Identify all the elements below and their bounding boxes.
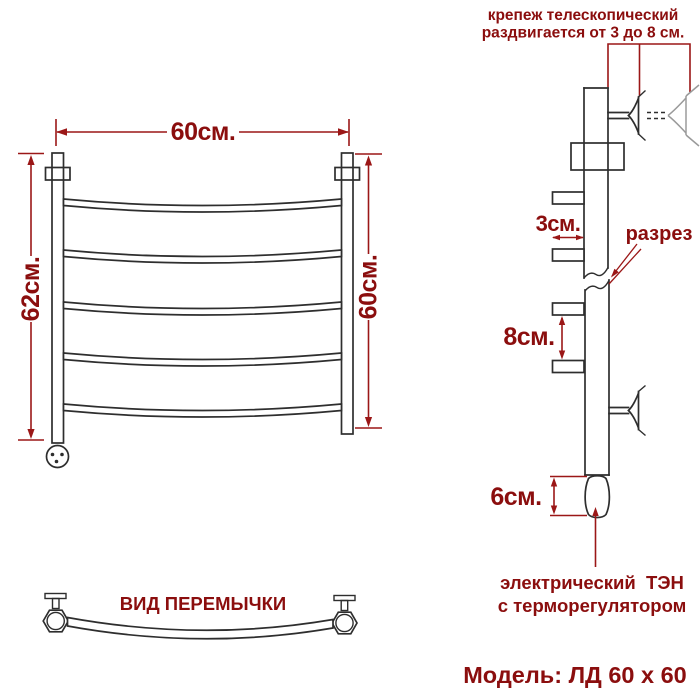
pin-dot [60,453,64,457]
rung-depth-label: 3см. [535,211,581,236]
bottom-wall-bracket [609,386,646,436]
crossbar-view [43,593,357,639]
bracket-bell-lower [629,411,639,429]
crossbar-5 [64,404,342,417]
crossbar-view-title: ВИД ПЕРЕМЫЧКИ [119,593,287,614]
rung-2 [553,249,585,261]
range-outline [608,44,690,92]
tube-lower [585,280,609,475]
telescopic-note-line2: раздвигается от 3 до 8 см. [481,24,685,42]
ghost-bell-upper [668,98,686,116]
rung-spacing-label: 8см. [503,323,555,351]
crossbar-4 [64,353,342,366]
crossbar-3 [64,302,342,315]
tube-upper [584,88,608,278]
bracket-bell-upper [629,98,639,116]
heater-element [585,476,609,518]
heater-note-line2: с терморегулятором [497,595,687,616]
arrowhead-up [551,478,557,487]
width-dimension-label: 60см. [170,118,236,146]
right-fitting [332,596,357,634]
arrowhead-up [27,155,34,165]
section-break-edge-upper [584,268,608,279]
arrowhead-down [365,417,372,427]
mount-collar [571,143,624,170]
ghost-bell-lower [668,116,686,134]
telescopic-range-lines [608,44,690,96]
bracket-flare [639,386,646,392]
arrowhead-up [365,156,372,166]
bracket-flare [639,430,646,436]
pin-dot [51,453,55,457]
front-view [17,118,383,468]
rung-3 [553,303,585,315]
fitting-cap [334,596,355,601]
arrowhead-down [559,351,565,360]
arrowhead-up [559,316,565,325]
ghost-flare [686,135,699,146]
bracket-flare [639,134,646,141]
arrowhead-down [551,506,557,515]
section-break-edge-lower [585,281,609,292]
power-cover-circle [47,446,69,468]
left-height-dimension [17,154,45,441]
rung-spacing-dimension [503,316,565,360]
rung-1 [553,192,585,204]
ghost-flare [686,85,699,96]
bracket-bell-upper [629,393,639,411]
heater-note [498,507,687,616]
fitting-cap [45,594,66,599]
left-height-label: 62см. [17,256,45,322]
right-height-label: 60см. [354,254,383,320]
telescopic-note [482,7,685,42]
model-label: Модель: ЛД 60 х 60 [463,662,687,688]
leader-line [609,249,641,284]
heater-height-dimension [490,477,587,516]
crossbar-band [68,618,334,639]
left-fitting [43,594,68,632]
width-dimension [56,118,349,146]
crossbar-2 [64,250,342,263]
heater-note-line1: электрический ТЭН [500,572,684,593]
arrowhead-down [27,429,34,439]
arrowhead-right [338,128,349,136]
side-view [482,7,699,616]
right-height-dimension [355,154,383,428]
section-label: разрез [625,223,693,245]
rung-4 [553,361,585,373]
bracket-bell-lower [629,116,639,134]
section-callout [609,223,692,284]
leader-arrowhead [611,269,619,278]
top-wall-bracket [608,91,666,141]
pin-dot [55,460,59,464]
cover-outline [47,446,69,468]
fitting-stem [341,601,348,611]
telescopic-note-line1: крепеж телескопический [487,7,679,24]
left-post [52,153,64,443]
heater-height-label: 6см. [490,483,542,511]
fitting-stem [53,599,60,609]
rung-depth-dimension [536,211,584,240]
right-post [342,153,354,434]
crossbar-1 [64,199,342,212]
bracket-extended-ghost [668,85,699,146]
arrowhead-left [56,128,67,136]
